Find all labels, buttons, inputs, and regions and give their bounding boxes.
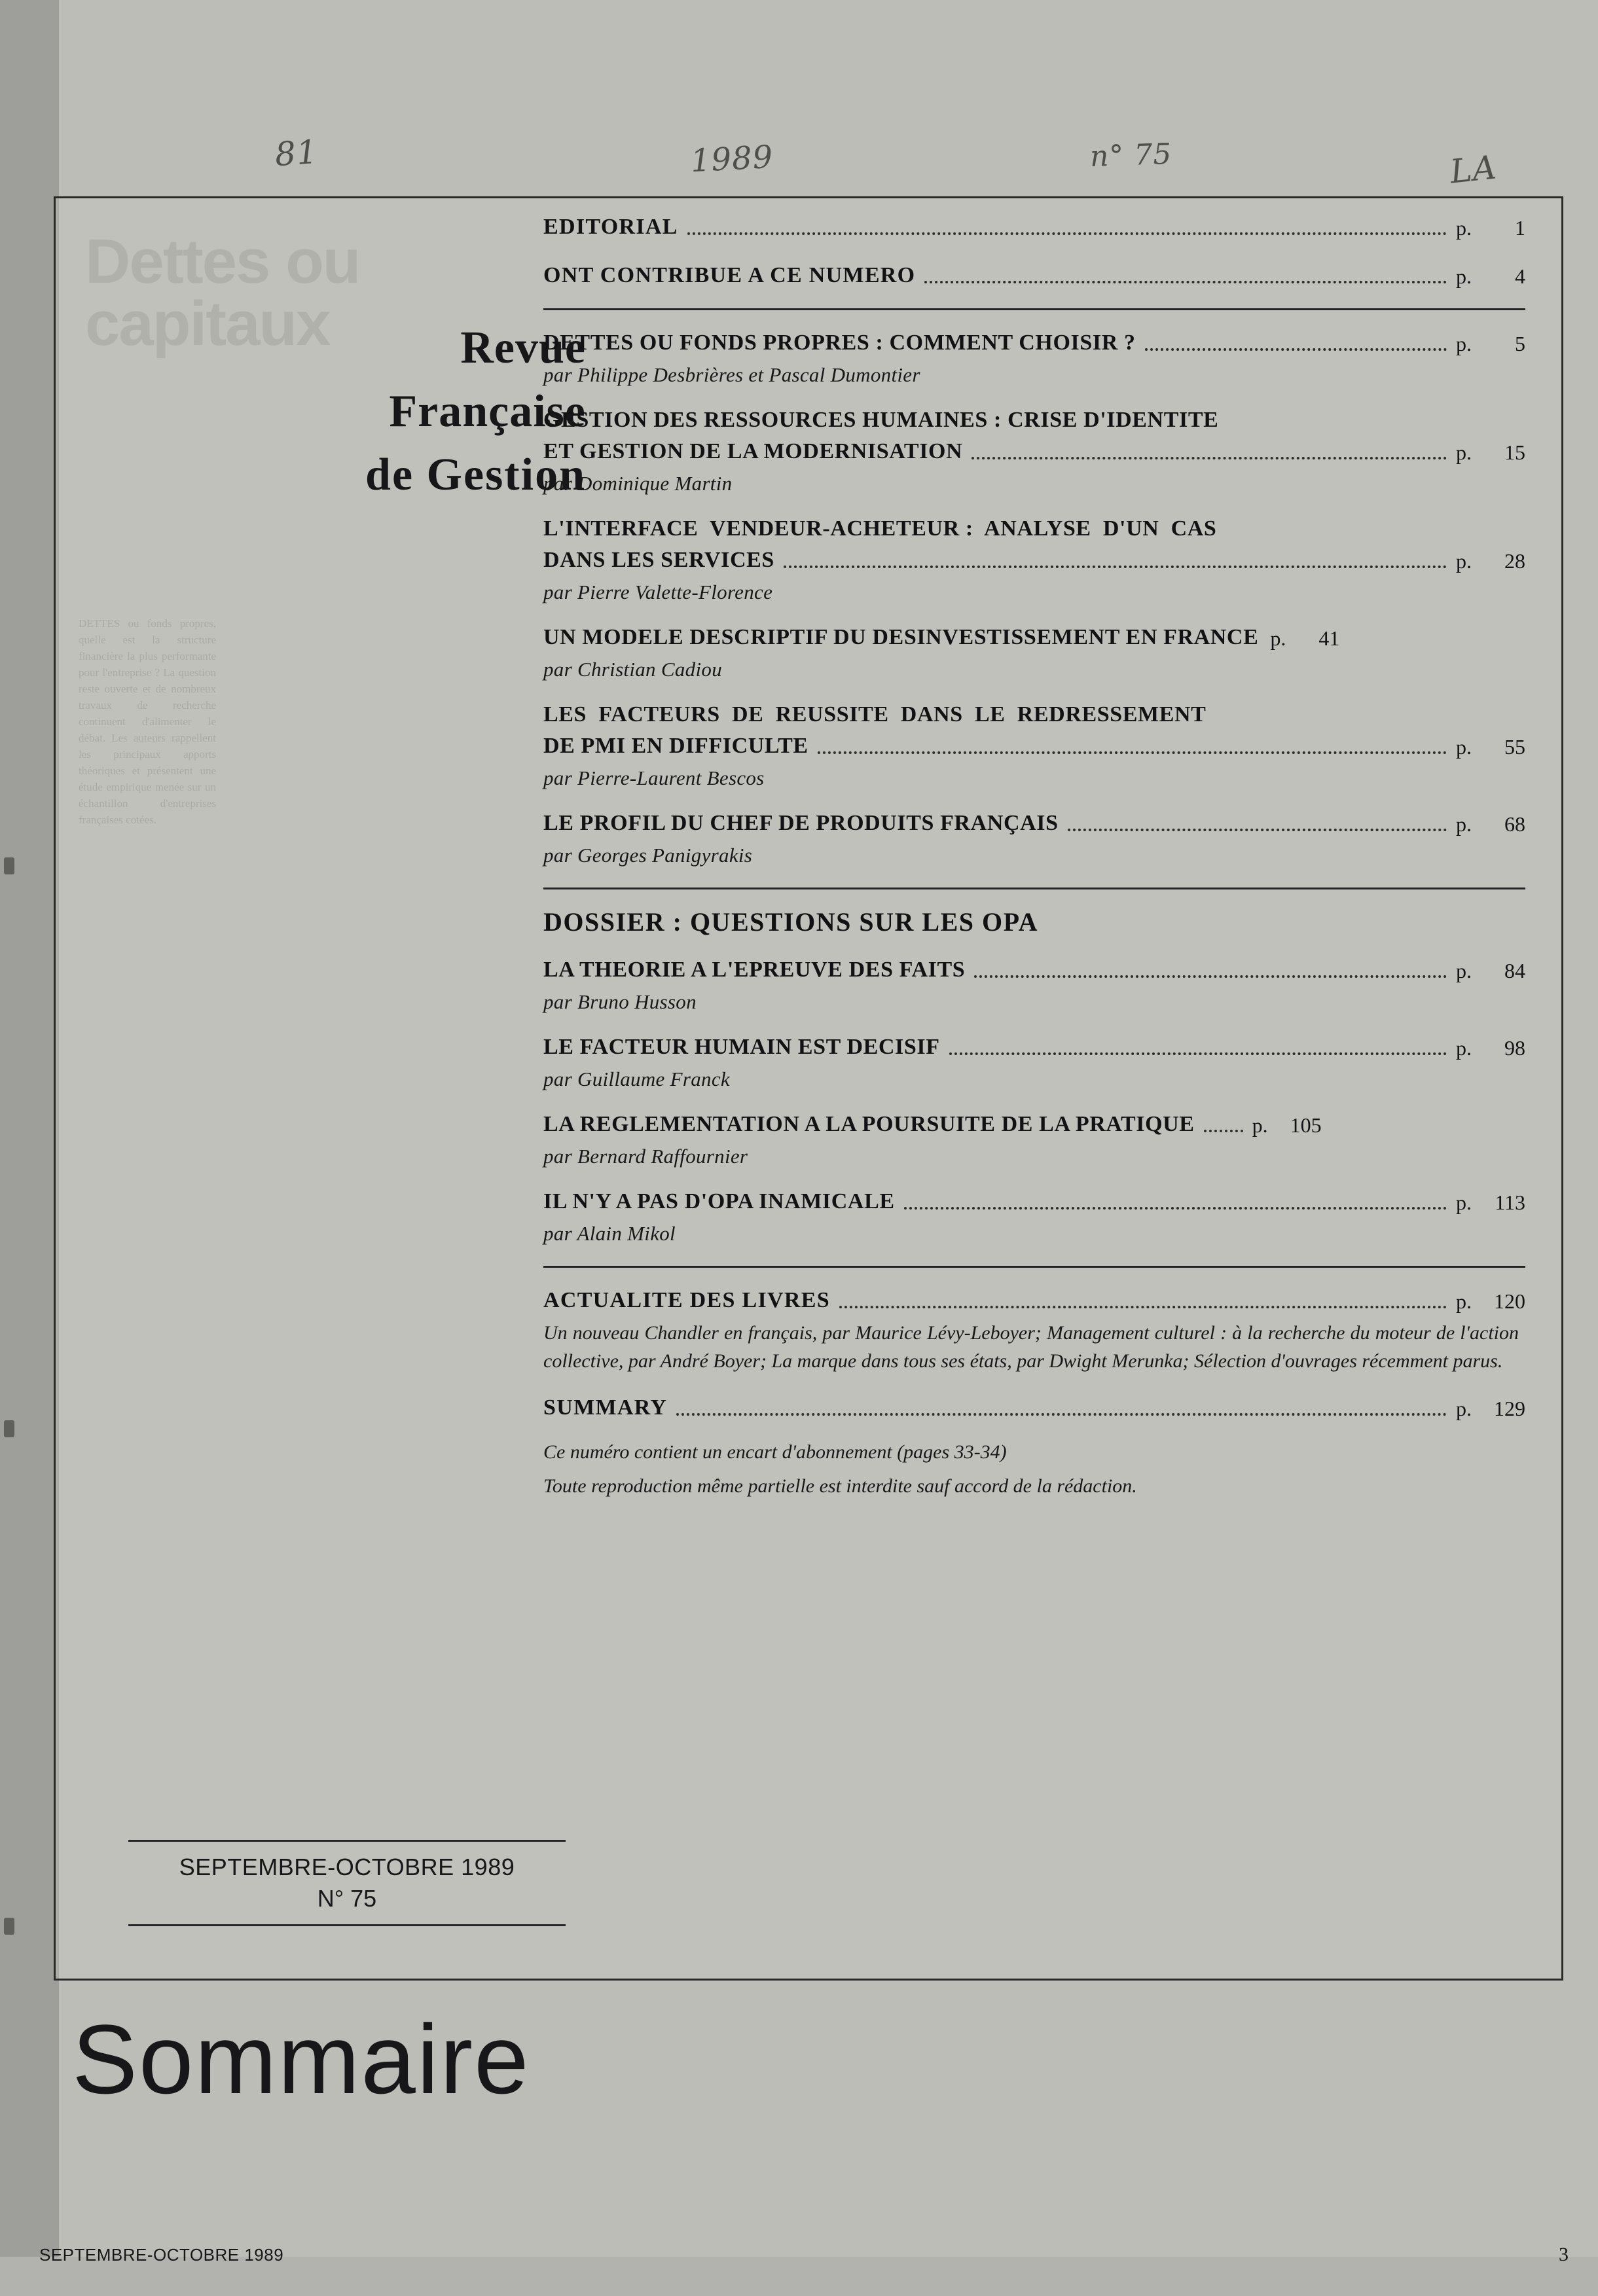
toc-title: LA THEORIE A L'EPREUVE DES FAITS: [543, 958, 966, 982]
note-line-2: Toute reproduction même partielle est interdite sauf accord de la rédaction.: [543, 1475, 1137, 1497]
page-number: 68: [1504, 812, 1525, 836]
page-label: p.: [1270, 626, 1286, 650]
table-of-contents-frame: [54, 196, 1563, 1981]
toc-title-second-line: DE PMI EN DIFFICULTE: [543, 734, 808, 758]
page-label: p.: [1456, 959, 1472, 982]
footer-page-number: 3: [1559, 2244, 1569, 2265]
toc-title: LE FACTEUR HUMAIN EST DECISIF: [543, 1035, 940, 1059]
handwritten-mark-2: 1989: [689, 138, 774, 180]
masthead-line-3: de Gestion: [365, 450, 586, 500]
leader-dots: [784, 552, 1447, 568]
toc-entry-contributors[interactable]: [543, 260, 1525, 291]
note-line-1: Ce numéro contient un encart d'abonnement (pages 33-34): [543, 1441, 1007, 1463]
page-label: p.: [1456, 264, 1472, 288]
leader-dots: [818, 738, 1447, 754]
toc-author: par Bernard Raffournier: [543, 1145, 748, 1168]
toc-title-second-line: ET GESTION DE LA MODERNISATION: [543, 439, 963, 463]
page-number: 120: [1494, 1289, 1525, 1313]
toc-author: par Pierre Valette-Florence: [543, 581, 773, 603]
toc-entry-article[interactable]: [543, 808, 1525, 870]
toc-entry-dossier[interactable]: [543, 1186, 1525, 1249]
leader-dots: [1068, 816, 1447, 831]
toc-entry-summary[interactable]: [543, 1392, 1525, 1424]
toc-entry-books[interactable]: [543, 1285, 1525, 1375]
page-left-shade: [0, 0, 62, 2296]
page-number: 129: [1494, 1397, 1525, 1420]
toc-author: par Christian Cadiou: [543, 658, 722, 681]
toc-author: par Georges Panigyrakis: [543, 844, 753, 867]
toc-entry-article[interactable]: [543, 327, 1525, 390]
ghost-title-line2: capitaux: [85, 289, 330, 359]
page-number: 55: [1504, 735, 1525, 759]
toc-entry-article[interactable]: [543, 622, 1525, 685]
toc-entry-dossier[interactable]: [543, 954, 1525, 1017]
page-label: p.: [1252, 1113, 1268, 1137]
leader-dots: [1145, 335, 1447, 351]
page-label: p.: [1456, 812, 1472, 836]
toc-title: IL N'Y A PAS D'OPA INAMICALE: [543, 1189, 895, 1213]
toc-entry-article[interactable]: [543, 699, 1525, 793]
toc-author: par Pierre-Laurent Bescos: [543, 766, 765, 789]
footer-issue-date: SEPTEMBRE-OCTOBRE 1989: [39, 2245, 284, 2265]
page-label: p.: [1456, 735, 1472, 759]
page-number: 84: [1504, 959, 1525, 982]
leader-dots: [924, 268, 1447, 283]
page-number: 98: [1504, 1036, 1525, 1060]
leader-dots: [839, 1293, 1447, 1308]
toc-title: LES FACTEURS DE REUSSITE DANS LE REDRESSEMENT: [543, 702, 1207, 726]
leader-dots: [687, 219, 1447, 235]
page-number: 105: [1290, 1113, 1322, 1137]
issue-rule-bottom: [128, 1924, 566, 1926]
toc-title-second-line: DANS LES SERVICES: [543, 548, 774, 572]
issue-date: SEPTEMBRE-OCTOBRE 1989: [179, 1854, 515, 1880]
dossier-heading: DOSSIER : QUESTIONS SUR LES OPA: [543, 907, 1038, 937]
page-number: 41: [1318, 626, 1340, 650]
issue-notes: [543, 1435, 1525, 1503]
leader-dots: [904, 1194, 1447, 1210]
page-label: p.: [1456, 549, 1472, 573]
masthead-line-1: Revue: [460, 323, 586, 373]
toc-title: UN MODELE DESCRIPTIF DU DESINVESTISSEMENT EN FRANCE: [543, 625, 1259, 649]
toc-title: DETTES OU FONDS PROPRES : COMMENT CHOISIR ?: [543, 331, 1136, 355]
toc-author: par Dominique Martin: [543, 472, 733, 495]
divider-rule: [543, 888, 1525, 889]
toc-entry-dossier[interactable]: [543, 1109, 1525, 1172]
page-label: p.: [1456, 1289, 1472, 1313]
masthead-line-2: Française: [389, 386, 586, 437]
sommaire-wordmark: Sommaire: [72, 2004, 530, 2114]
edge-mark-top: [4, 857, 14, 874]
leader-dots: [974, 962, 1447, 978]
toc-title: LA REGLEMENTATION A LA POURSUITE DE LA PRATIQUE: [543, 1112, 1195, 1136]
page-label: p.: [1456, 216, 1472, 240]
toc-entry-dossier[interactable]: [543, 1031, 1525, 1094]
leader-dots: [972, 444, 1447, 459]
handwritten-mark-1: 81: [274, 132, 319, 174]
toc-author: par Bruno Husson: [543, 990, 697, 1013]
toc-entry-article[interactable]: [543, 404, 1525, 499]
page-number: 15: [1504, 440, 1525, 464]
toc-entry-editorial[interactable]: [543, 211, 1525, 243]
page-number: 4: [1515, 264, 1525, 288]
page-label: p.: [1456, 1191, 1472, 1214]
leader-dots: [1204, 1117, 1243, 1132]
toc-title: ONT CONTRIBUE A CE NUMERO: [543, 263, 916, 287]
issue-block: [124, 1840, 570, 1926]
divider-rule: [543, 308, 1525, 310]
leader-dots: [676, 1400, 1447, 1416]
toc-title: L'INTERFACE VENDEUR-ACHETEUR : ANALYSE D'UN CAS: [543, 516, 1217, 541]
toc-author: par Guillaume Franck: [543, 1067, 730, 1090]
edge-mark-bottom: [4, 1918, 14, 1935]
ghost-body-column: DETTES ou fonds propres, quelle est la structure financière la plus performante pour l'entreprise ? La question reste ouverte et de nombreux travaux de recherche continuent d'alimenter le débat. Les auteurs rappellent les principaux apports théoriques et présentent une étude empirique menée sur un échantillon d'entreprises françaises cotées.: [79, 617, 216, 826]
edge-mark-mid: [4, 1420, 14, 1437]
page-number: 113: [1495, 1191, 1525, 1214]
page-label: p.: [1456, 332, 1472, 355]
page-number: 5: [1515, 332, 1525, 355]
divider-rule: [543, 1266, 1525, 1268]
ghost-title-line1: Dettes ou: [85, 226, 360, 296]
toc-author: par Alain Mikol: [543, 1222, 676, 1245]
page-number: 1: [1515, 216, 1525, 240]
toc-title: GESTION DES RESSOURCES HUMAINES : CRISE D'IDENTITE: [543, 408, 1219, 432]
toc-title: LE PROFIL DU CHEF DE PRODUITS FRANÇAIS: [543, 811, 1059, 835]
books-blurb: Un nouveau Chandler en français, par Maurice Lévy-Leboyer; Management culturel : à la recherche du moteur de l'action collective, par André Boyer; La marque dans tous ses états, par Dwight Merunka; Sélection d'ouvrages récemment parus.: [543, 1322, 1519, 1372]
issue-number: N° 75: [317, 1885, 377, 1912]
page-label: p.: [1456, 1397, 1472, 1420]
page-label: p.: [1456, 1036, 1472, 1060]
handwritten-mark-3: n° 75: [1089, 137, 1173, 174]
toc-title: ACTUALITE DES LIVRES: [543, 1288, 830, 1312]
toc-entries: [543, 211, 1525, 1503]
handwritten-mark-4: LA: [1448, 148, 1499, 191]
page-label: p.: [1456, 440, 1472, 464]
toc-entry-article[interactable]: [543, 513, 1525, 607]
leader-dots: [949, 1039, 1447, 1055]
toc-title: SUMMARY: [543, 1395, 668, 1420]
toc-author: par Philippe Desbrières et Pascal Dumontier: [543, 363, 920, 386]
toc-title: EDITORIAL: [543, 215, 678, 239]
page-number: 28: [1504, 549, 1525, 573]
journal-masthead: [128, 316, 586, 507]
